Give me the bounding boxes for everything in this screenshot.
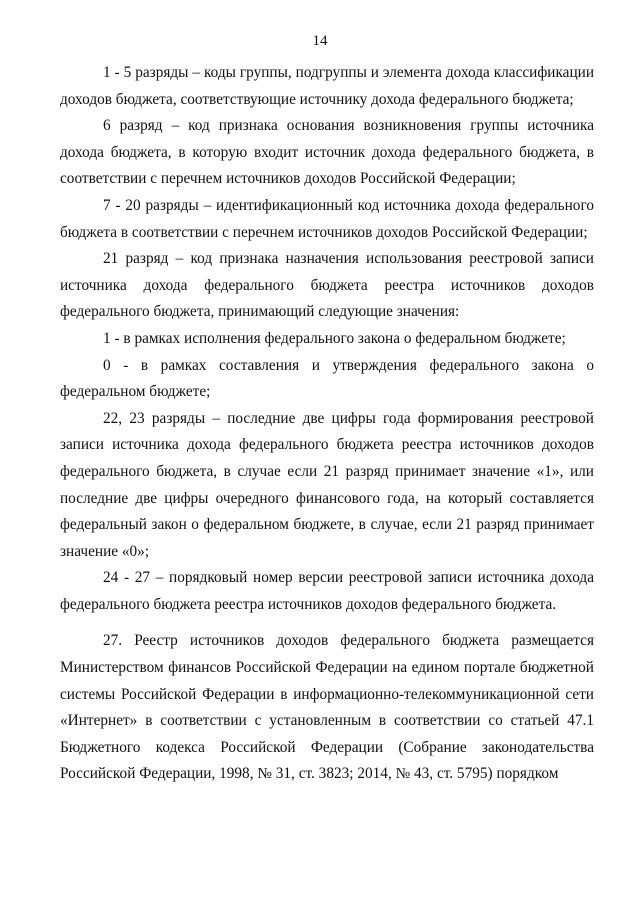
paragraph-digits-7-20: 7 - 20 разряды – идентификационный код источника дохода федерального бюджета в соответствии с перечнем источников доходов Российской Федерации;	[60, 196, 594, 241]
paragraph-digit-6: 6 разряд – код признака основания возникновения группы источника дохода бюджета, в которую входит источник дохода федерального бюджета, в соответствии с перечнем источников доходов Российской Федерации;	[60, 117, 594, 188]
paragraph-digits-1-5: 1 - 5 разряды – коды группы, подгруппы и элемента дохода классификации доходов бюджета, соответствующие источнику дохода федерального бюджета;	[60, 64, 594, 108]
paragraph-digits-22-23: 22, 23 разряды – последние две цифры года формирования реестровой записи источника дохода федерального бюджета реестра источников доходов федерального бюджета, в случае если 21 разряд принимает значение «1», или последние две цифры очередного финансового года, на который составляется федеральный закон о федеральном бюджете, в случае, если 21 разряд принимает значение «0»;	[60, 409, 594, 560]
paragraph-item-27: 27. Реестр источников доходов федерального бюджета размещается Министерством финансов Российской Федерации на едином портале бюджетной системы Российской Федерации в информационно-телекоммуникационной сети «Интернет» в соответствии с установленным в соответствии со статьей 47.1 Бюджетного кодекса Российской Федерации (Собрание законодательства Российской Федерации, 1998, № 31, ст. 3823; 2014, № 43, ст. 5795) порядком	[60, 632, 594, 783]
paragraph-value-1: 1 - в рамках исполнения федерального закона о федеральном бюджете;	[103, 329, 566, 347]
paragraph-digit-21: 21 разряд – код признака назначения использования реестровой записи источника дохода федерального бюджета реестра источников доходов федерального бюджета, принимающий следующие значения:	[60, 250, 594, 321]
paragraph-value-0: 0 - в рамках составления и утверждения федерального закона о федеральном бюджете;	[60, 356, 594, 401]
document-body	[60, 60, 594, 788]
page-number: 14	[312, 33, 328, 49]
paragraph-digits-24-27: 24 - 27 – порядковый номер версии реестровой записи источника дохода федерального бюджета реестра источников доходов федерального бюджета.	[60, 569, 594, 613]
